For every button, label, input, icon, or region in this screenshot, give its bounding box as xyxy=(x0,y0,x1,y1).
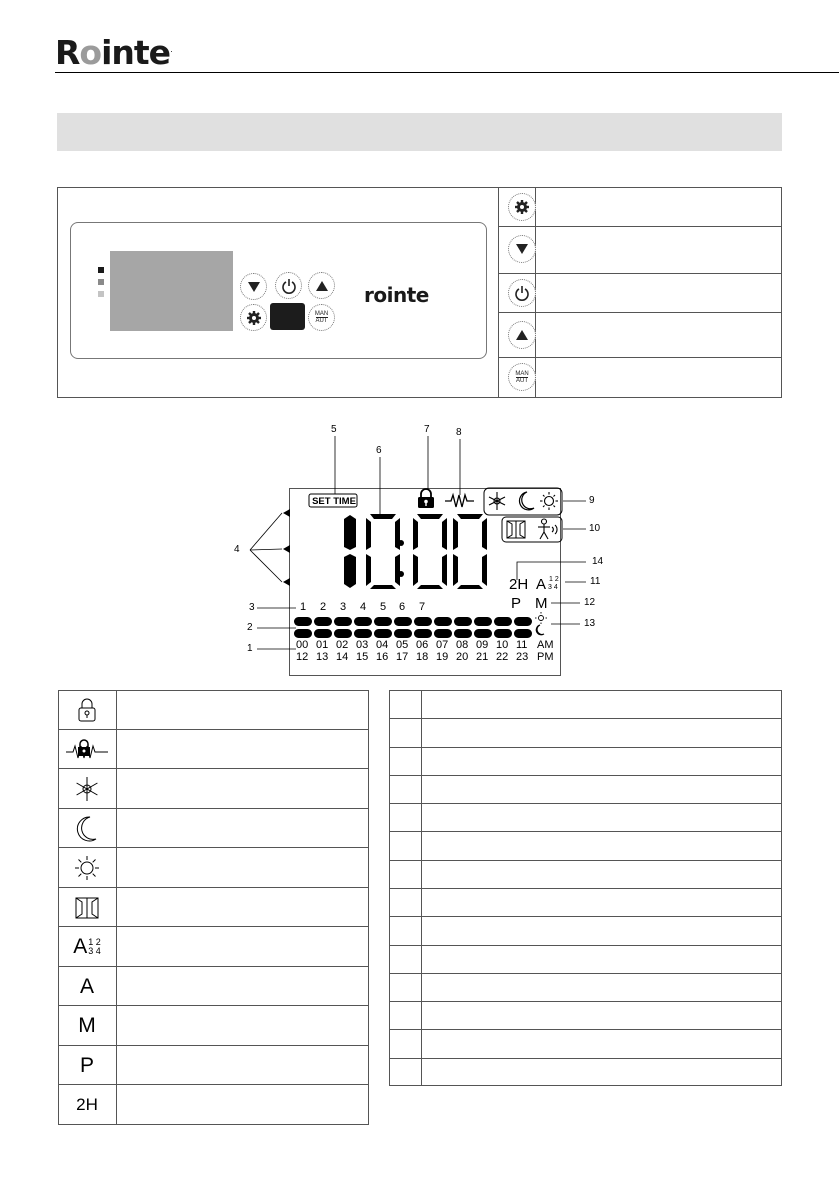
timeline-segment xyxy=(414,629,432,638)
callout-8: 8 xyxy=(456,427,462,438)
hour-label: 09 xyxy=(476,639,489,651)
lcd-small-sun-icon xyxy=(535,612,547,624)
day-label: 4 xyxy=(360,601,367,613)
timeline-segment xyxy=(514,629,532,638)
snowflake-icon xyxy=(58,769,116,809)
numbered-legend-row-divider xyxy=(389,775,782,776)
lcd-resistor-icon xyxy=(445,495,474,507)
day-label: 1 xyxy=(300,601,307,613)
timeline-segment xyxy=(314,629,332,638)
hour-label: 11 xyxy=(516,639,528,651)
timeline-segment xyxy=(474,629,492,638)
timeline-segment xyxy=(354,617,372,626)
timeline-segment xyxy=(454,629,472,638)
callout-1: 1 xyxy=(247,643,253,654)
numbered-legend-row-divider xyxy=(389,945,782,946)
lcd-am-label: AM xyxy=(537,639,554,651)
lcd-moon-icon xyxy=(520,492,534,510)
legend-symbol-p xyxy=(58,1046,116,1085)
hour-label: 02 xyxy=(336,639,349,651)
numbered-legend-row-divider xyxy=(389,1058,782,1059)
timeline-segment xyxy=(474,617,492,626)
hour-label: 04 xyxy=(376,639,389,651)
aut-label: AUT xyxy=(516,377,528,384)
numbered-legend-row-divider xyxy=(389,1029,782,1030)
sun-icon xyxy=(58,848,116,888)
legend-symbol-2h xyxy=(58,1085,116,1125)
day-label: 5 xyxy=(380,601,387,613)
hour-label: 12 xyxy=(296,651,309,663)
device-brand-logo: rointe xyxy=(364,283,429,307)
padlock-icon xyxy=(58,690,116,730)
callout-4: 4 xyxy=(234,544,240,555)
legend-symbol-a xyxy=(58,927,116,967)
day-label: 2 xyxy=(320,601,327,613)
man-label: MAN xyxy=(314,311,329,317)
resistor-lock-icon xyxy=(58,730,116,769)
hour-label: 14 xyxy=(336,651,349,663)
timeline-segment xyxy=(294,617,312,626)
lcd-pointer-icon xyxy=(283,578,290,586)
hour-label: 13 xyxy=(316,651,329,663)
lcd-sun-icon xyxy=(540,492,558,510)
timeline-segment xyxy=(314,617,332,626)
lcd-2h-label: 2H xyxy=(509,576,529,593)
aut-label: AUT xyxy=(315,318,328,324)
callout-12: 12 xyxy=(584,597,596,608)
lcd-a-subscript: 3 4 xyxy=(548,584,558,591)
timeline-segment xyxy=(374,617,392,626)
timeline-segment xyxy=(514,617,532,626)
timeline-segment xyxy=(394,629,412,638)
legend-symbol-label: A xyxy=(79,974,94,998)
callout-7: 7 xyxy=(424,424,430,435)
callout-9: 9 xyxy=(589,495,595,506)
hour-label: 03 xyxy=(356,639,369,651)
hour-label: 17 xyxy=(396,651,409,663)
day-label: 7 xyxy=(419,601,426,613)
legend-symbol-label: A xyxy=(73,935,88,958)
callout-2: 2 xyxy=(247,622,253,633)
day-label: 6 xyxy=(399,601,406,613)
man-label: MAN xyxy=(515,370,529,377)
timeline-segment xyxy=(434,629,452,638)
hour-label: 23 xyxy=(516,651,529,663)
numbered-legend-row-divider xyxy=(389,831,782,832)
timeline-segment xyxy=(334,629,352,638)
hour-label: 01 xyxy=(316,639,329,651)
lcd-time-digits xyxy=(344,514,487,589)
timeline-segment xyxy=(454,617,472,626)
legend-symbol-label: M xyxy=(78,1014,96,1037)
hour-label: 06 xyxy=(416,639,429,651)
set-time-label: SET TIME xyxy=(312,496,356,507)
numbered-legend-row-divider xyxy=(389,747,782,748)
timeline-segment xyxy=(434,617,452,626)
numbered-legend-row-divider xyxy=(389,718,782,719)
timeline-segment xyxy=(394,617,412,626)
lcd-window-icon xyxy=(507,521,525,538)
lcd-pointer-icon xyxy=(283,545,290,553)
hour-label: 18 xyxy=(416,651,429,663)
timeline-segment xyxy=(354,629,372,638)
hour-label: 21 xyxy=(476,651,489,663)
callout-5: 5 xyxy=(331,424,337,435)
brand-logo: Rointe. xyxy=(55,33,172,72)
lcd-pointer-icon xyxy=(283,509,290,517)
legend-symbol-m xyxy=(58,1006,116,1046)
numbered-legend-row-divider xyxy=(389,803,782,804)
callout-14: 14 xyxy=(592,556,604,567)
callout-10: 10 xyxy=(589,523,601,534)
timeline-segment xyxy=(334,617,352,626)
hour-label: 00 xyxy=(296,639,309,651)
hour-label: 05 xyxy=(396,639,409,651)
timeline-segment xyxy=(494,629,512,638)
hour-label: 20 xyxy=(456,651,469,663)
day-label: 3 xyxy=(340,601,347,613)
lcd-padlock-icon xyxy=(418,489,434,508)
timeline-segment xyxy=(374,629,392,638)
numbered-legend-row-divider xyxy=(389,860,782,861)
callout-11: 11 xyxy=(590,576,601,587)
callout-3: 3 xyxy=(249,602,255,613)
lcd-p-label: P xyxy=(511,595,522,612)
legend-sub: 3 4 xyxy=(88,946,101,956)
lcd-snowflake-icon xyxy=(489,492,505,510)
lcd-small-moon-icon xyxy=(536,625,544,635)
callout-13: 13 xyxy=(584,618,596,629)
hour-label: 10 xyxy=(496,639,509,651)
lcd-a-label: A xyxy=(536,576,547,593)
icon-legend-divider xyxy=(116,690,117,1125)
legend-symbol-indices xyxy=(88,938,101,956)
timeline-segment xyxy=(414,617,432,626)
legend-sup: 1 2 xyxy=(88,937,101,947)
lcd-m-label: M xyxy=(535,595,548,612)
hour-label: 16 xyxy=(376,651,389,663)
timeline-segment xyxy=(494,617,512,626)
legend-symbol-a xyxy=(58,967,116,1006)
lcd-presence-icon xyxy=(538,519,557,539)
lcd-timeline-bars xyxy=(294,617,532,638)
callout-6: 6 xyxy=(376,445,382,456)
legend-symbol-label: 2H xyxy=(76,1095,98,1114)
timeline-segment xyxy=(294,629,312,638)
moon-icon xyxy=(58,809,116,848)
hour-label: 19 xyxy=(436,651,449,663)
hour-label: 08 xyxy=(456,639,469,651)
numbered-legend-row-divider xyxy=(389,973,782,974)
window-icon xyxy=(58,888,116,927)
hour-label: 22 xyxy=(496,651,509,663)
hour-label: 15 xyxy=(356,651,369,663)
numbered-legend-row-divider xyxy=(389,1001,782,1002)
hour-label: 07 xyxy=(436,639,449,651)
numbered-legend-row-divider xyxy=(389,888,782,889)
numbered-legend-row-divider xyxy=(389,916,782,917)
lcd-pm-label: PM xyxy=(537,651,554,663)
legend-symbol-label: P xyxy=(79,1053,94,1077)
lcd-a-superscript: 1 2 xyxy=(549,576,559,583)
